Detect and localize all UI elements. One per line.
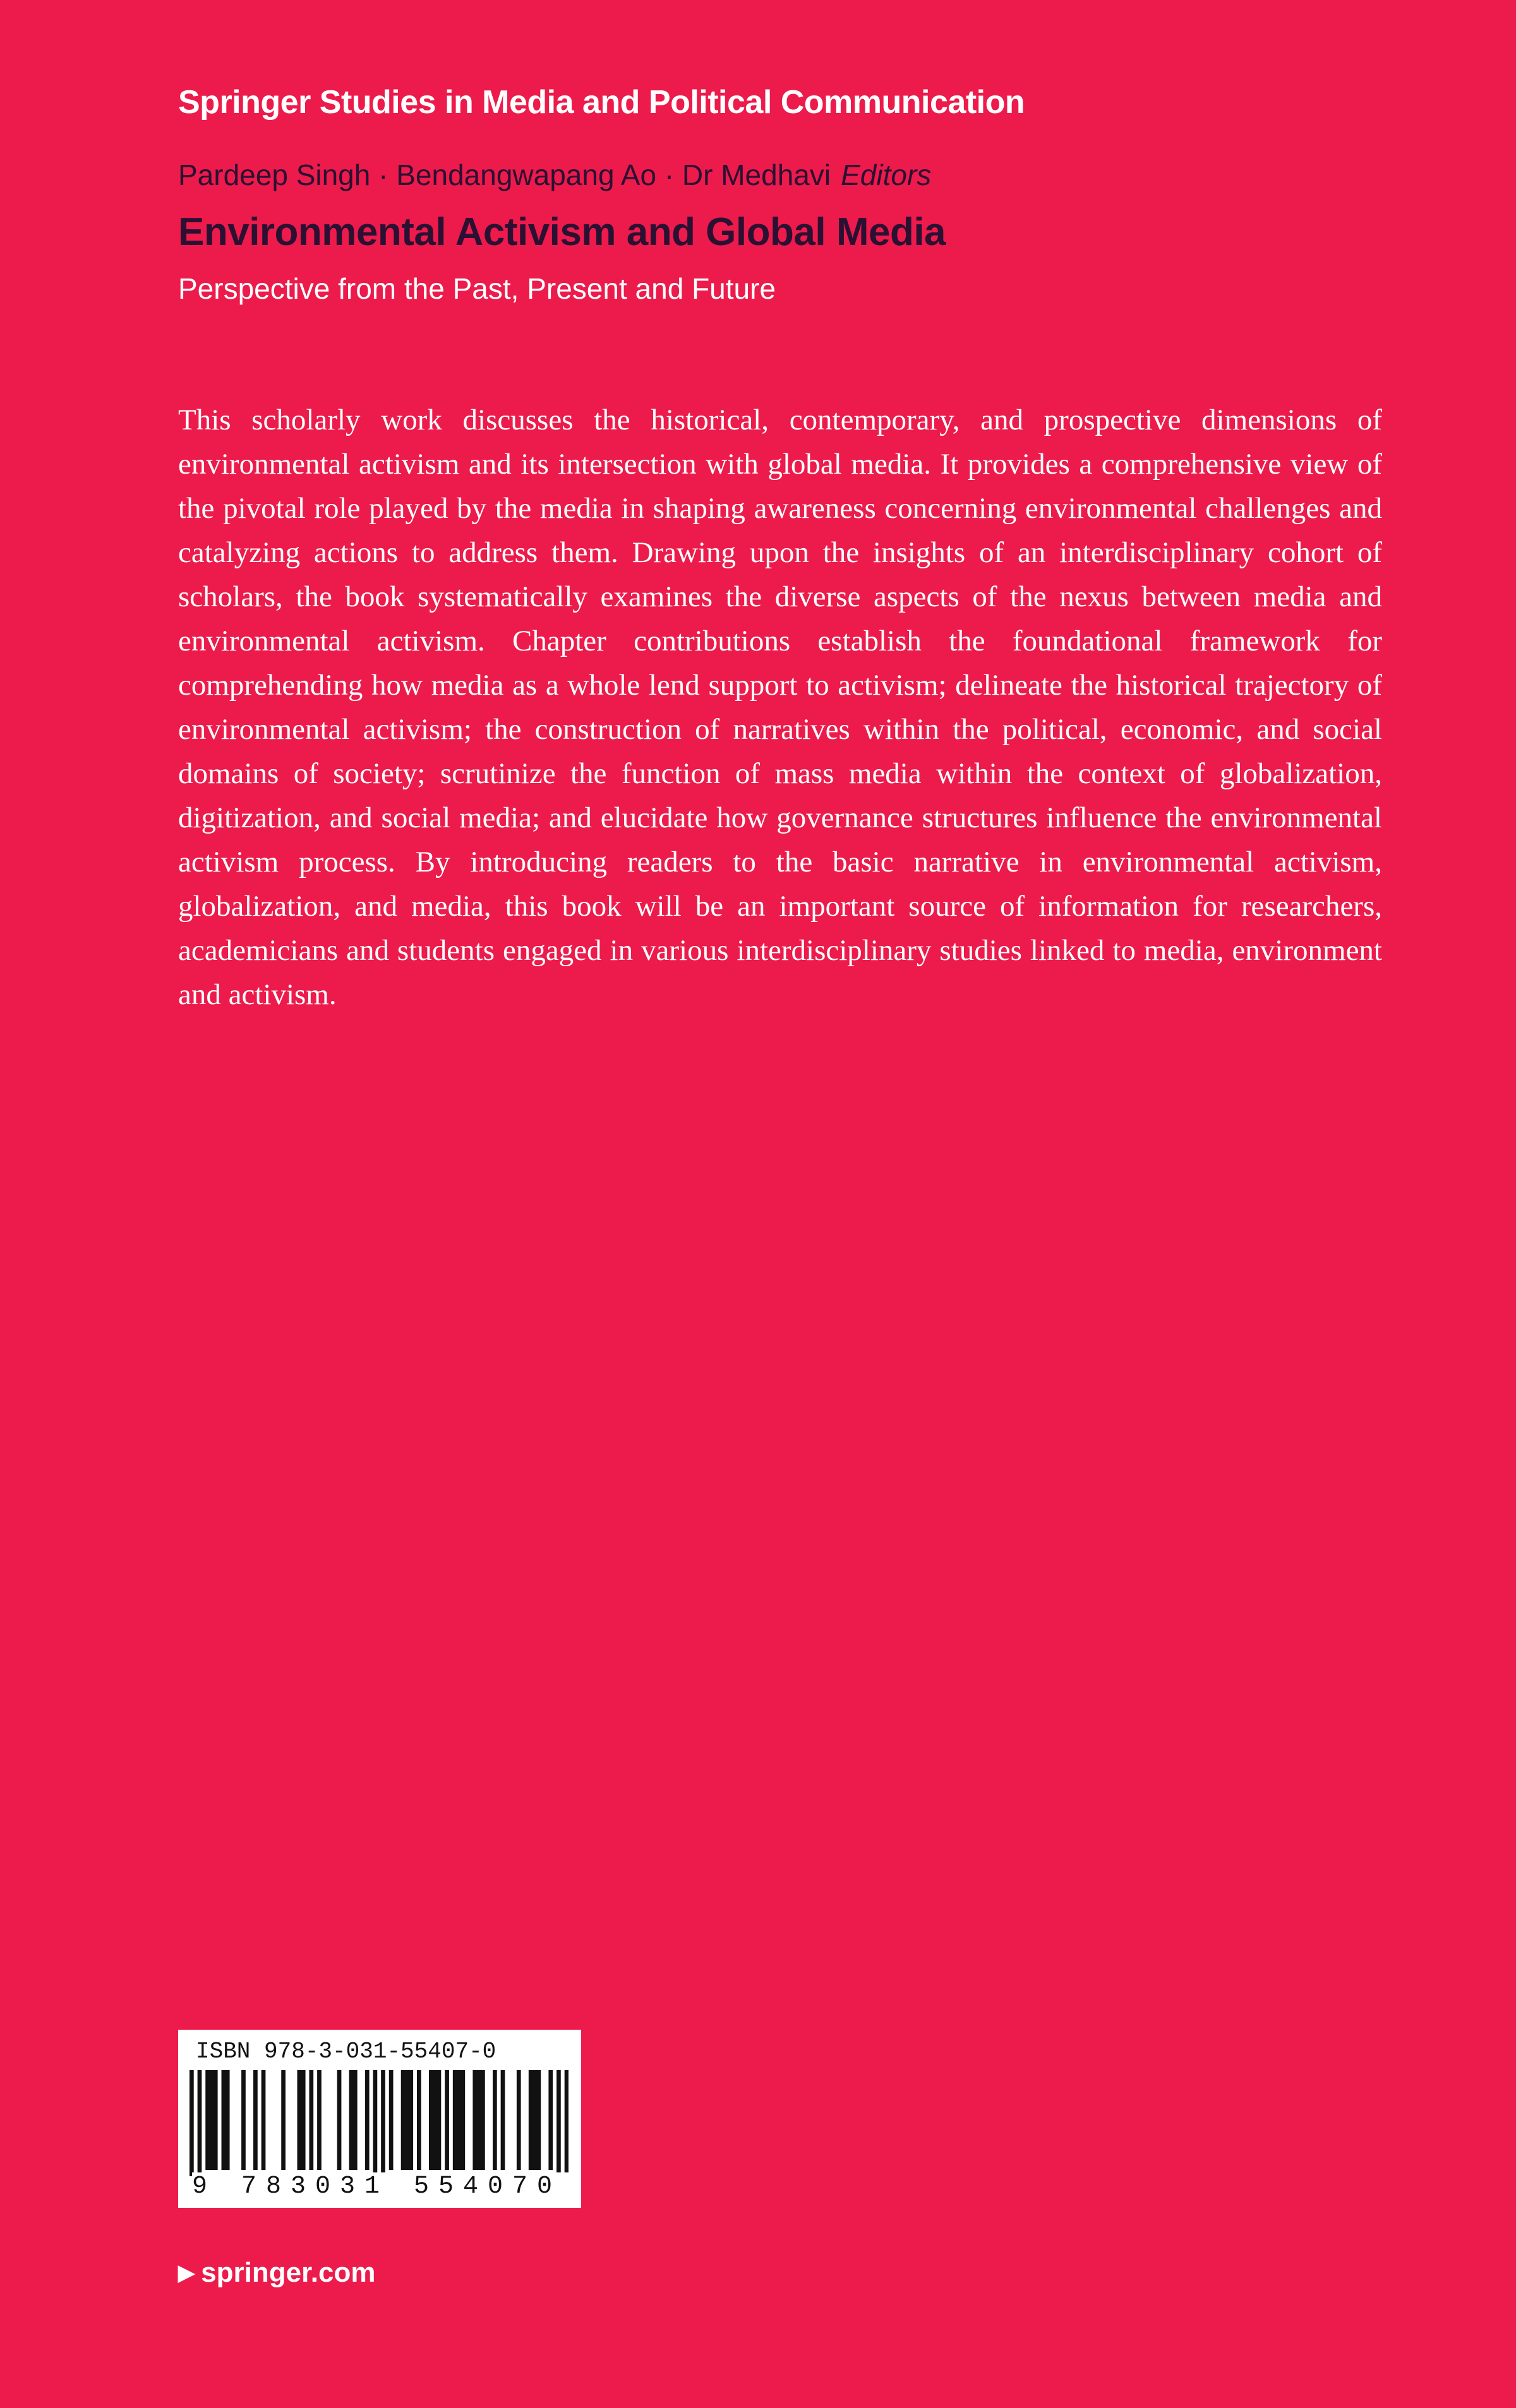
barcode-bar (214, 2070, 218, 2170)
barcode-bar (317, 2070, 322, 2170)
barcode-bar (241, 2070, 246, 2170)
barcode-bar (429, 2070, 433, 2170)
barcode-bar (548, 2070, 553, 2170)
barcode-bar (457, 2070, 461, 2170)
barcode-bar (529, 2070, 533, 2170)
barcode-bar (409, 2070, 413, 2170)
barcode-bar (532, 2070, 537, 2170)
barcode-bar (253, 2070, 258, 2170)
barcode-bar (226, 2070, 230, 2170)
barcode-bar (481, 2070, 485, 2170)
editors-role: Editors (841, 159, 932, 191)
barcode-bar (381, 2070, 385, 2176)
barcode-bar (301, 2070, 306, 2170)
barcode-bar (472, 2070, 477, 2170)
barcode-digits: 9 783031 554070 (192, 2172, 571, 2201)
barcode-bar (565, 2070, 568, 2176)
barcode-bar (349, 2070, 354, 2170)
barcode-bar (309, 2070, 313, 2170)
book-title: Environmental Activism and Global Media (178, 210, 946, 254)
right-triangle-arrow-icon: ▶ (178, 2261, 195, 2285)
barcode-bar (337, 2070, 342, 2170)
isbn-label: ISBN 978-3-031-55407-0 (196, 2039, 496, 2064)
barcode-bar (556, 2070, 561, 2176)
book-description: This scholarly work discusses the historical, contemporary, and prospective dimensions of environmental activism and its intersection with global media. It provides a comprehensive view of the pivotal role played by the media in shaping awareness concerning environmental challenges and catalyzing actions to address them. Drawing upon the insights of an interdisciplinary cohort of scholars, the book systematically examines the diverse aspects of the nexus between media and environmental activism. Chapter contributions establish the foundational framework for comprehending how media as a whole lend support to activism; delineate the historical trajectory of environmental activism; the construction of narratives within the political, economic, and social domains of society; scrutinize the function of mass media within the context of globalization, digitization, and social media; and elucidate how governance structures influence the environmental activism process. By introducing readers to the basic narrative in environmental activism, globalization, and media, this book will be an important source of information for researchers, academicians and students engaged in various interdisciplinary studies linked to media, environment and activism. (178, 404, 1382, 1011)
barcode-bar (190, 2070, 194, 2176)
series-name: Springer Studies in Media and Political Communication (178, 84, 1025, 121)
barcode-bar (222, 2070, 226, 2170)
barcode-bar (517, 2070, 521, 2170)
barcode-bar (433, 2070, 437, 2170)
editors-line (178, 158, 931, 192)
editor-names: Pardeep Singh · Bendangwapang Ao · Dr Medhavi (178, 159, 831, 191)
barcode-bar (405, 2070, 409, 2170)
barcode-bar (373, 2070, 378, 2176)
isbn-barcode (178, 2030, 581, 2208)
book-subtitle: Perspective from the Past, Present and Future (178, 272, 776, 305)
barcode-bar (493, 2070, 497, 2170)
barcode-bar (417, 2070, 421, 2170)
website-link[interactable] (178, 2257, 375, 2289)
barcode-bar (210, 2070, 214, 2170)
barcode-bar (401, 2070, 406, 2170)
barcode-bar (445, 2070, 449, 2170)
barcode-bar (298, 2070, 302, 2170)
barcode-bar (460, 2070, 465, 2170)
website-text: springer.com (201, 2257, 376, 2288)
barcode-bar (365, 2070, 370, 2170)
barcode-bar (437, 2070, 442, 2170)
barcode-bar (389, 2070, 394, 2170)
barcode-bar (536, 2070, 541, 2170)
barcode-bars (190, 2070, 568, 2176)
barcode-bar (205, 2070, 210, 2170)
barcode-bar (453, 2070, 457, 2170)
barcode-bar (198, 2070, 202, 2176)
barcode-bar (501, 2070, 505, 2170)
barcode-bar (281, 2070, 286, 2170)
barcode-bar (353, 2070, 358, 2170)
barcode-bar (477, 2070, 481, 2170)
barcode-bar (262, 2070, 266, 2170)
